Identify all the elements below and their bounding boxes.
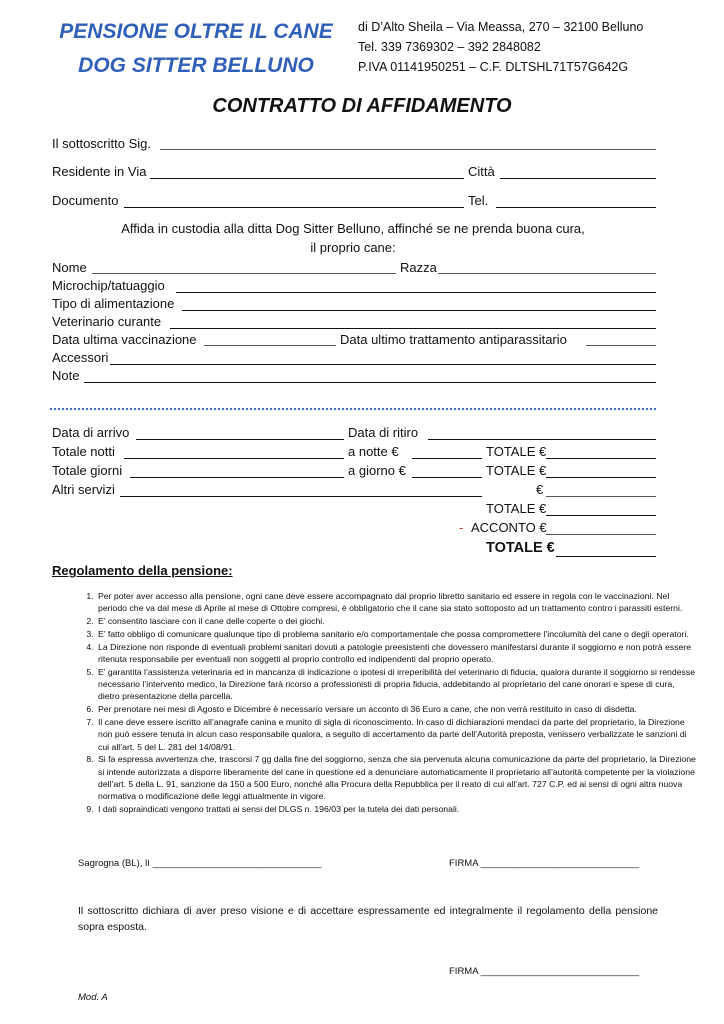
deposit-label: ACCONTO €	[471, 520, 547, 535]
notes-field[interactable]	[84, 382, 656, 383]
accessories-field[interactable]	[110, 364, 656, 365]
intro-text-2: il proprio cane:	[310, 240, 396, 255]
final-total-field[interactable]	[556, 556, 656, 557]
antiparasite-field[interactable]	[586, 345, 656, 346]
city-field[interactable]	[500, 178, 656, 179]
dog-name-field[interactable]	[92, 273, 396, 274]
antiparasite-label: Data ultimo trattamento antiparassitario	[340, 332, 567, 347]
food-label: Tipo di alimentazione	[52, 296, 175, 311]
other-services-label: Altri servizi	[52, 482, 115, 497]
company-phone: Tel. 339 7369302 – 392 2848082	[358, 40, 541, 54]
rule-item: 2. E’ consentito lasciare con il cane delle coperte o dei giochi.	[96, 615, 696, 627]
chip-field[interactable]	[176, 292, 656, 293]
residence-label: Residente in Via	[52, 164, 147, 179]
vaccination-field[interactable]	[204, 345, 336, 346]
other-services-amount[interactable]	[546, 496, 656, 497]
breed-field[interactable]	[438, 273, 656, 274]
rule-item: 5. E’ garantita l’assistenza veterinaria ed in mancanza di indicazione o ipotesi di irreperibilità del veterinario di fiducia, qualora durante il soggiorno si rendesse necessario l’intervento medico, la Direzione farà ricorso a professionisti di propria fiducia, addebitando al proprietario del cane onorari e spese di cura, dietro presentazione della parcella.	[96, 666, 696, 703]
form-code: Mod. A	[78, 992, 108, 1003]
brand-name: PENSIONE OLTRE IL CANE	[59, 20, 333, 43]
document-field[interactable]	[124, 207, 464, 208]
nights-field[interactable]	[124, 458, 344, 459]
rule-item: 1. Per poter aver accesso alla pensione, ogni cane deve essere accompagnato dal proprio libretto sanitario ed essere in regola con le vaccinazioni. Nel periodo che va dal mese di Aprile al mese di Ottobre compresi, è obbligatorio che il cane sia stato sottoposto ad un trattamento contro i parassiti esterni.	[96, 590, 696, 615]
accessories-label: Accessori	[52, 350, 109, 365]
per-day-label: a giorno €	[348, 463, 406, 478]
days-field[interactable]	[130, 477, 344, 478]
document-label: Documento	[52, 193, 119, 208]
section-divider	[50, 408, 656, 410]
final-total-label: TOTALE €	[486, 540, 555, 556]
per-night-field[interactable]	[412, 458, 482, 459]
minus-sign: -	[459, 520, 464, 535]
intro-text: Affida in custodia alla ditta Dog Sitter Belluno, affinché se ne prenda buona cura,	[121, 221, 585, 236]
deposit-field[interactable]	[546, 534, 656, 535]
rule-item: 4. La Direzione non risponde di eventuali problemi sanitari dovuti a patologie preesistenti che dovessero manifestarsi durante il soggiorno e non potrà essere ritenuta responsabile per eventuali non soggetti al proprio controllo ed indipendenti dal proprio operato.	[96, 641, 696, 666]
company-vat: P.IVA 01141950251 – C.F. DLTSHL71T57G642G	[358, 60, 629, 74]
rules-title: Regolamento della pensione:	[52, 563, 233, 578]
rules-list	[56, 590, 696, 816]
signer-field[interactable]	[160, 149, 656, 150]
declaration-text: Il sottoscritto dichiara di aver preso visione e di accettare espressamente ed integralmente il regolamento della pensione sopra esposta.	[78, 905, 658, 933]
departure-field[interactable]	[428, 439, 656, 440]
rule-item: 7. Il cane deve essere iscritto all’anagrafe canina e munito di sigla di riconoscimento. In caso di dichiarazioni mendaci da parte del proprietario, la Direzione non può essere tenuta in alcun caso responsabile qualora, a seguito di accertamento da parte dell’Autorità preposta, venissero verbalizzate le sanzioni di cui all’art. 5 del L. 281 del 14/08/91.	[96, 716, 696, 753]
other-services-field[interactable]	[120, 496, 482, 497]
days-total-label: TOTALE €	[486, 463, 547, 478]
arrival-field[interactable]	[136, 439, 344, 440]
nights-total-label: TOTALE €	[486, 444, 547, 459]
breed-label: Razza	[400, 260, 437, 275]
nights-label: Totale notti	[52, 444, 115, 459]
per-day-field[interactable]	[412, 477, 482, 478]
euro-label: €	[536, 482, 544, 497]
chip-label: Microchip/tatuaggio	[52, 278, 165, 293]
vaccination-label: Data ultima vaccinazione	[52, 332, 197, 347]
signature-field-1[interactable]: FIRMA ______________________________	[449, 858, 640, 869]
departure-label: Data di ritiro	[348, 425, 419, 440]
residence-field[interactable]	[150, 178, 464, 179]
page-title: CONTRATTO DI AFFIDAMENTO	[212, 95, 512, 117]
rule-item: 6. Per prenotare nei mesi di Agosto e Dicembre è necessario versare un acconto di 36 Euro a cane, che non verrà restituito in caso di disdetta.	[96, 703, 696, 715]
days-label: Totale giorni	[52, 463, 123, 478]
subtotal-label: TOTALE €	[486, 501, 547, 516]
tel-label: Tel.	[468, 193, 489, 208]
brand-subtitle: DOG SITTER BELLUNO	[78, 54, 314, 77]
place-date-field[interactable]: Sagrogna (BL), lì ________________________________	[78, 858, 322, 869]
vet-label: Veterinario curante	[52, 314, 162, 329]
subtotal-field[interactable]	[546, 515, 656, 516]
rule-item: 9. I dati sopraindicati vengono trattati ai sensi del DLGS n. 196/03 per la tutela dei dati personali.	[96, 803, 696, 815]
rule-item: 8. Si fa espressa avvertenza che, trascorsi 7 gg dalla fine del soggiorno, senza che sia pervenuta alcuna comunicazione da parte del proprietario, la Direzione si intende autorizzata a disporre liberamente del cane in questione ed a denunciare automaticamente il proprietario all’autorità competente per la violazione dell’art. 5 della L. 91, sanzione da 150 a 500 Euro, nonché alla Procura della Repubblica per il reato di cui all’art. 727 C.P. ed ai sensi di ogni altra nuova normativa o modificazione delle leggi attualmente in vigore.	[96, 753, 696, 802]
nights-total-field[interactable]	[546, 458, 656, 459]
signer-label: Il sottoscritto Sig.	[52, 136, 151, 151]
days-total-field[interactable]	[546, 477, 656, 478]
dog-name-label: Nome	[52, 260, 87, 275]
arrival-label: Data di arrivo	[52, 425, 130, 440]
city-label: Città	[468, 164, 495, 179]
company-address: di D’Alto Sheila – Via Meassa, 270 – 32100 Belluno	[358, 20, 644, 34]
rule-item: 3. E’ fatto obbligo di comunicare qualunque tipo di problema sanitario e/o comportamentale che possa compromettere l’incolumità del cane o degli operatori.	[96, 628, 696, 640]
vet-field[interactable]	[170, 328, 656, 329]
food-field[interactable]	[182, 310, 656, 311]
per-night-label: a notte €	[348, 444, 399, 459]
signature-field-2[interactable]: FIRMA ______________________________	[449, 966, 640, 977]
notes-label: Note	[52, 368, 80, 383]
tel-field[interactable]	[496, 207, 656, 208]
